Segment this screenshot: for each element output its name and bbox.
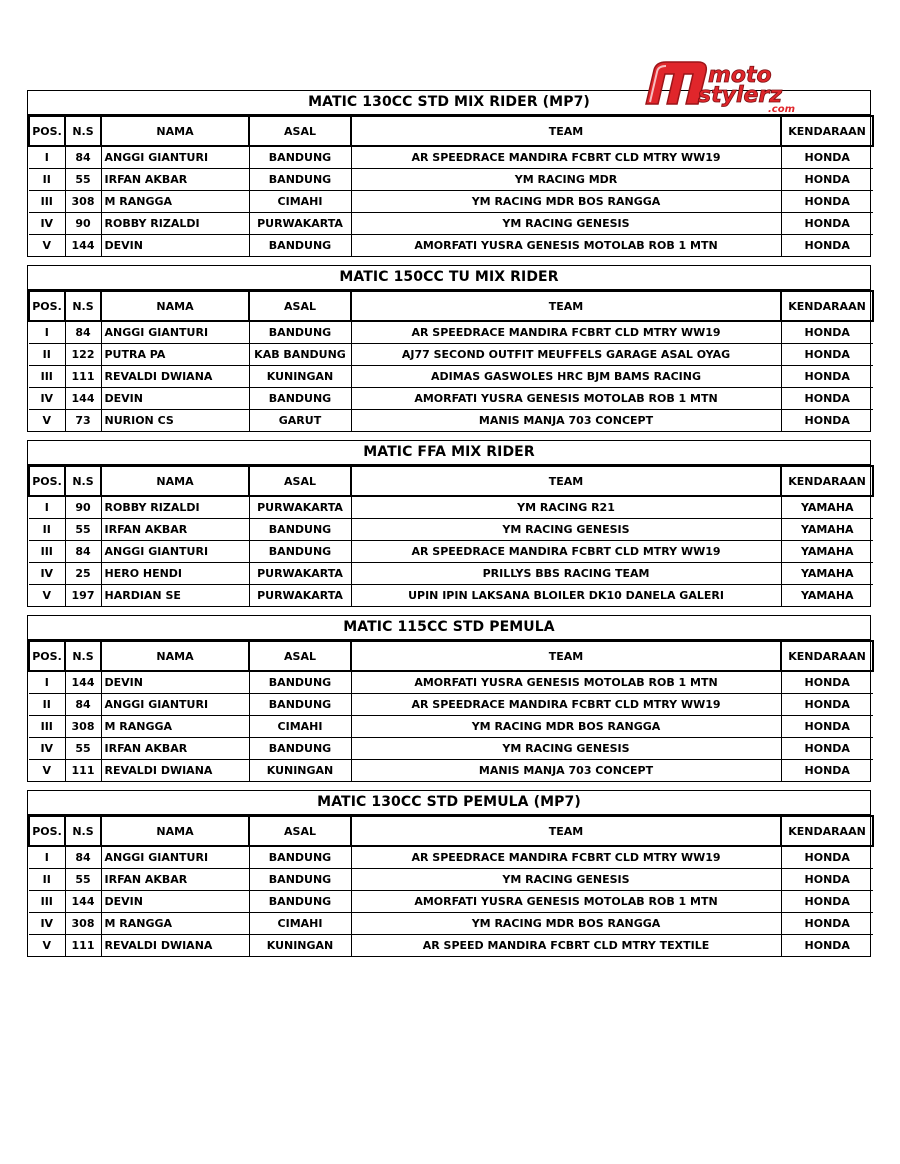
section-title: MATIC 150CC TU MIX RIDER [28, 266, 870, 290]
col-asal-cell: PURWAKARTA [249, 563, 351, 585]
col-nama-cell: ANGGI GIANTURI [101, 146, 249, 169]
col-nama-cell: HARDIAN SE [101, 585, 249, 607]
results-table [28, 640, 874, 781]
col-pos-cell: II [29, 694, 65, 716]
col-pos-cell: II [29, 869, 65, 891]
table-row [29, 235, 873, 257]
col-kendaraan-cell: HONDA [781, 321, 873, 344]
table-row [29, 671, 873, 694]
col-ns-cell: 144 [65, 235, 101, 257]
col-pos-cell: I [29, 146, 65, 169]
col-kendaraan-cell: HONDA [781, 213, 873, 235]
col-pos-cell: V [29, 760, 65, 782]
section-title: MATIC 115CC STD PEMULA [28, 616, 870, 640]
col-team-cell: MANIS MANJA 703 CONCEPT [351, 410, 781, 432]
col-ns-cell: 55 [65, 869, 101, 891]
col-nama-header: NAMA [101, 291, 249, 321]
col-team-header: TEAM [351, 291, 781, 321]
results-table [28, 115, 874, 256]
col-pos-cell: III [29, 541, 65, 563]
col-ns-cell: 84 [65, 541, 101, 563]
col-ns-cell: 84 [65, 321, 101, 344]
col-nama-cell: IRFAN AKBAR [101, 869, 249, 891]
col-asal-cell: PURWAKARTA [249, 585, 351, 607]
table-row [29, 694, 873, 716]
col-nama-header: NAMA [101, 816, 249, 846]
table-row [29, 321, 873, 344]
col-asal-cell: BANDUNG [249, 519, 351, 541]
col-team-cell: YM RACING R21 [351, 496, 781, 519]
table-row [29, 913, 873, 935]
col-asal-cell: PURWAKARTA [249, 213, 351, 235]
col-ns-cell: 73 [65, 410, 101, 432]
col-team-cell: YM RACING MDR [351, 169, 781, 191]
table-row [29, 344, 873, 366]
col-kendaraan-cell: HONDA [781, 146, 873, 169]
col-kendaraan-cell: YAMAHA [781, 496, 873, 519]
col-kendaraan-cell: HONDA [781, 366, 873, 388]
col-asal-cell: BANDUNG [249, 321, 351, 344]
col-asal-header: ASAL [249, 466, 351, 496]
col-asal-cell: CIMAHI [249, 191, 351, 213]
col-nama-cell: M RANGGA [101, 191, 249, 213]
col-pos-header: POS. [29, 116, 65, 146]
col-team-cell: AMORFATI YUSRA GENESIS MOTOLAB ROB 1 MTN [351, 235, 781, 257]
col-asal-cell: BANDUNG [249, 846, 351, 869]
col-kendaraan-cell: HONDA [781, 846, 873, 869]
col-ns-cell: 111 [65, 935, 101, 957]
col-ns-cell: 111 [65, 366, 101, 388]
results-table [28, 465, 874, 606]
col-ns-cell: 55 [65, 738, 101, 760]
col-ns-cell: 144 [65, 671, 101, 694]
col-nama-cell: ANGGI GIANTURI [101, 846, 249, 869]
table-row [29, 891, 873, 913]
col-ns-cell: 197 [65, 585, 101, 607]
logo-word-bottom: stylerz [698, 83, 783, 108]
col-team-cell: YM RACING GENESIS [351, 869, 781, 891]
col-team-cell: YM RACING GENESIS [351, 213, 781, 235]
logo-word-top: moto [708, 63, 772, 88]
table-row [29, 869, 873, 891]
col-asal-cell: BANDUNG [249, 146, 351, 169]
col-asal-cell: BANDUNG [249, 541, 351, 563]
col-team-cell: AMORFATI YUSRA GENESIS MOTOLAB ROB 1 MTN [351, 671, 781, 694]
col-team-cell: AJ77 SECOND OUTFIT MEUFFELS GARAGE ASAL OYAG [351, 344, 781, 366]
col-ns-cell: 25 [65, 563, 101, 585]
col-nama-cell: ANGGI GIANTURI [101, 694, 249, 716]
col-kendaraan-cell: HONDA [781, 388, 873, 410]
col-ns-cell: 90 [65, 213, 101, 235]
col-kendaraan-cell: YAMAHA [781, 541, 873, 563]
col-pos-cell: IV [29, 563, 65, 585]
col-asal-header: ASAL [249, 291, 351, 321]
col-asal-cell: BANDUNG [249, 671, 351, 694]
col-nama-cell: M RANGGA [101, 913, 249, 935]
col-asal-cell: KUNINGAN [249, 366, 351, 388]
col-pos-cell: II [29, 169, 65, 191]
col-ns-cell: 144 [65, 388, 101, 410]
col-team-header: TEAM [351, 466, 781, 496]
col-pos-cell: IV [29, 738, 65, 760]
col-team-cell: YM RACING MDR BOS RANGGA [351, 716, 781, 738]
table-row [29, 191, 873, 213]
col-asal-cell: BANDUNG [249, 738, 351, 760]
col-pos-cell: IV [29, 913, 65, 935]
col-pos-cell: V [29, 585, 65, 607]
table-row [29, 213, 873, 235]
col-pos-cell: I [29, 671, 65, 694]
col-ns-cell: 111 [65, 760, 101, 782]
col-ns-cell: 308 [65, 191, 101, 213]
col-kendaraan-cell: HONDA [781, 935, 873, 957]
col-asal-cell: BANDUNG [249, 869, 351, 891]
section-title: MATIC 130CC STD MIX RIDER (MP7) [28, 91, 870, 115]
col-nama-cell: REVALDI DWIANA [101, 366, 249, 388]
col-pos-header: POS. [29, 291, 65, 321]
col-team-cell: AR SPEED MANDIRA FCBRT CLD MTRY TEXTILE [351, 935, 781, 957]
col-kendaraan-header: KENDARAAN [781, 116, 873, 146]
col-ns-header: N.S [65, 116, 101, 146]
col-ns-cell: 55 [65, 169, 101, 191]
col-team-cell: AR SPEEDRACE MANDIRA FCBRT CLD MTRY WW19 [351, 846, 781, 869]
col-kendaraan-cell: HONDA [781, 169, 873, 191]
col-kendaraan-cell: HONDA [781, 760, 873, 782]
col-ns-cell: 144 [65, 891, 101, 913]
col-nama-cell: IRFAN AKBAR [101, 169, 249, 191]
col-kendaraan-cell: HONDA [781, 716, 873, 738]
col-nama-header: NAMA [101, 116, 249, 146]
table-header-row [29, 816, 873, 846]
col-asal-cell: BANDUNG [249, 694, 351, 716]
table-row [29, 585, 873, 607]
col-nama-cell: HERO HENDI [101, 563, 249, 585]
col-asal-cell: GARUT [249, 410, 351, 432]
col-nama-cell: IRFAN AKBAR [101, 519, 249, 541]
col-pos-cell: V [29, 935, 65, 957]
table-header-row [29, 466, 873, 496]
col-nama-cell: ROBBY RIZALDI [101, 213, 249, 235]
col-ns-cell: 55 [65, 519, 101, 541]
results-table [28, 815, 874, 956]
col-pos-cell: V [29, 235, 65, 257]
table-row [29, 388, 873, 410]
table-row [29, 366, 873, 388]
col-kendaraan-header: KENDARAAN [781, 816, 873, 846]
col-pos-cell: III [29, 891, 65, 913]
results-table [28, 290, 874, 431]
col-kendaraan-cell: HONDA [781, 738, 873, 760]
table-header-row [29, 291, 873, 321]
table-row [29, 410, 873, 432]
col-kendaraan-cell: HONDA [781, 891, 873, 913]
col-kendaraan-cell: YAMAHA [781, 519, 873, 541]
col-team-cell: AR SPEEDRACE MANDIRA FCBRT CLD MTRY WW19 [351, 694, 781, 716]
col-kendaraan-cell: HONDA [781, 869, 873, 891]
col-asal-cell: KUNINGAN [249, 760, 351, 782]
col-nama-cell: IRFAN AKBAR [101, 738, 249, 760]
col-asal-header: ASAL [249, 816, 351, 846]
col-ns-header: N.S [65, 816, 101, 846]
table-row [29, 519, 873, 541]
col-nama-cell: DEVIN [101, 891, 249, 913]
col-team-cell: YM RACING GENESIS [351, 519, 781, 541]
col-nama-cell: PUTRA PA [101, 344, 249, 366]
col-team-cell: MANIS MANJA 703 CONCEPT [351, 760, 781, 782]
table-row [29, 541, 873, 563]
results-document [27, 90, 871, 965]
col-ns-header: N.S [65, 291, 101, 321]
motostylerz-logo [640, 56, 808, 114]
table-row [29, 760, 873, 782]
col-nama-cell: DEVIN [101, 671, 249, 694]
col-nama-cell: DEVIN [101, 235, 249, 257]
table-header-row [29, 641, 873, 671]
col-nama-cell: ANGGI GIANTURI [101, 321, 249, 344]
col-nama-cell: REVALDI DWIANA [101, 935, 249, 957]
col-asal-cell: BANDUNG [249, 388, 351, 410]
col-ns-cell: 84 [65, 846, 101, 869]
col-team-cell: AR SPEEDRACE MANDIRA FCBRT CLD MTRY WW19 [351, 146, 781, 169]
race-class-section [27, 790, 871, 957]
col-team-cell: AMORFATI YUSRA GENESIS MOTOLAB ROB 1 MTN [351, 388, 781, 410]
table-row [29, 146, 873, 169]
col-pos-cell: II [29, 519, 65, 541]
col-nama-cell: M RANGGA [101, 716, 249, 738]
col-kendaraan-cell: HONDA [781, 191, 873, 213]
col-ns-cell: 90 [65, 496, 101, 519]
col-asal-cell: BANDUNG [249, 235, 351, 257]
col-team-cell: AR SPEEDRACE MANDIRA FCBRT CLD MTRY WW19 [351, 541, 781, 563]
col-pos-cell: V [29, 410, 65, 432]
col-kendaraan-header: KENDARAAN [781, 641, 873, 671]
col-asal-header: ASAL [249, 116, 351, 146]
col-team-cell: UPIN IPIN LAKSANA BLOILER DK10 DANELA GALERI [351, 585, 781, 607]
table-row [29, 496, 873, 519]
col-pos-cell: III [29, 716, 65, 738]
col-team-cell: ADIMAS GASWOLES HRC BJM BAMS RACING [351, 366, 781, 388]
col-nama-cell: ANGGI GIANTURI [101, 541, 249, 563]
col-asal-cell: KUNINGAN [249, 935, 351, 957]
col-ns-cell: 308 [65, 913, 101, 935]
race-class-section [27, 440, 871, 607]
logo-graphic [640, 56, 808, 114]
race-class-section [27, 615, 871, 782]
col-pos-cell: IV [29, 388, 65, 410]
col-asal-header: ASAL [249, 641, 351, 671]
col-asal-cell: CIMAHI [249, 913, 351, 935]
col-ns-cell: 84 [65, 694, 101, 716]
table-row [29, 169, 873, 191]
col-pos-cell: I [29, 321, 65, 344]
section-title: MATIC 130CC STD PEMULA (MP7) [28, 791, 870, 815]
col-ns-cell: 308 [65, 716, 101, 738]
col-team-header: TEAM [351, 816, 781, 846]
col-kendaraan-cell: HONDA [781, 235, 873, 257]
col-asal-cell: CIMAHI [249, 716, 351, 738]
col-kendaraan-cell: HONDA [781, 410, 873, 432]
col-asal-cell: KAB BANDUNG [249, 344, 351, 366]
table-row [29, 935, 873, 957]
table-row [29, 738, 873, 760]
col-nama-cell: NURION CS [101, 410, 249, 432]
section-title: MATIC FFA MIX RIDER [28, 441, 870, 465]
col-asal-cell: BANDUNG [249, 891, 351, 913]
col-pos-cell: I [29, 496, 65, 519]
logo-word-suffix: .com [768, 104, 796, 114]
col-team-cell: AMORFATI YUSRA GENESIS MOTOLAB ROB 1 MTN [351, 891, 781, 913]
table-row [29, 563, 873, 585]
col-team-cell: AR SPEEDRACE MANDIRA FCBRT CLD MTRY WW19 [351, 321, 781, 344]
col-kendaraan-cell: HONDA [781, 913, 873, 935]
race-class-section [27, 90, 871, 257]
col-pos-header: POS. [29, 466, 65, 496]
col-asal-cell: BANDUNG [249, 169, 351, 191]
col-pos-cell: III [29, 366, 65, 388]
col-kendaraan-cell: YAMAHA [781, 563, 873, 585]
col-team-header: TEAM [351, 116, 781, 146]
col-pos-cell: IV [29, 213, 65, 235]
col-team-cell: YM RACING GENESIS [351, 738, 781, 760]
col-asal-cell: PURWAKARTA [249, 496, 351, 519]
col-kendaraan-cell: YAMAHA [781, 585, 873, 607]
col-pos-cell: III [29, 191, 65, 213]
table-header-row [29, 116, 873, 146]
col-team-header: TEAM [351, 641, 781, 671]
col-nama-cell: REVALDI DWIANA [101, 760, 249, 782]
race-class-section [27, 265, 871, 432]
col-ns-cell: 84 [65, 146, 101, 169]
col-kendaraan-header: KENDARAAN [781, 291, 873, 321]
col-pos-header: POS. [29, 641, 65, 671]
col-pos-header: POS. [29, 816, 65, 846]
col-pos-cell: II [29, 344, 65, 366]
col-team-cell: PRILLYS BBS RACING TEAM [351, 563, 781, 585]
col-nama-header: NAMA [101, 466, 249, 496]
table-row [29, 716, 873, 738]
col-nama-cell: ROBBY RIZALDI [101, 496, 249, 519]
col-kendaraan-cell: HONDA [781, 344, 873, 366]
col-pos-cell: I [29, 846, 65, 869]
col-ns-cell: 122 [65, 344, 101, 366]
col-nama-cell: DEVIN [101, 388, 249, 410]
col-team-cell: YM RACING MDR BOS RANGGA [351, 191, 781, 213]
col-ns-header: N.S [65, 641, 101, 671]
col-ns-header: N.S [65, 466, 101, 496]
col-team-cell: YM RACING MDR BOS RANGGA [351, 913, 781, 935]
col-kendaraan-header: KENDARAAN [781, 466, 873, 496]
col-kendaraan-cell: HONDA [781, 694, 873, 716]
table-row [29, 846, 873, 869]
col-kendaraan-cell: HONDA [781, 671, 873, 694]
col-nama-header: NAMA [101, 641, 249, 671]
